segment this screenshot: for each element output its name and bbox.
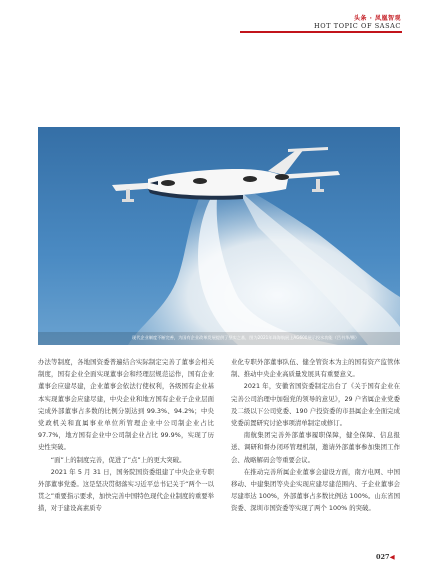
seaplane-illustration	[38, 127, 400, 345]
page-marker-icon: ◀	[389, 553, 395, 561]
section-title-zh: 头条 · 凤凰智观	[354, 15, 401, 22]
paragraph: 办法等制度，各地国资委普遍结合实际制定完善了董事会相关制度，国有企业全面实现董事会和经理层规范运作，国有企业董事会应建尽建，企业董事会依法行使权利，各级国有企业基本实现董事会应建尽建，中央企业和地方国有企业子企业层面完成外部董事占多数的比例分别达到 99.3%、94.2%；中央党政机关和直属事业单位所管理企业中公司制企业占比 97.7%，地方国有企业中公司制企业占比 99.9%，实现了历史性突破。	[38, 358, 214, 452]
section-title-en: HOT TOPIC OF SASAC	[313, 22, 401, 30]
paragraph: 2021 年，安徽省国资委制定出台了《关于国有企业在完善公司治理中加强党的领导的意见》，29 户省属企业党委及二级以下公司党委、190 户投资委的市县属企业全面完成党委前置研究讨论事项清单制定或修订。	[231, 382, 400, 428]
page-number	[376, 553, 395, 561]
page-number-value: 027	[376, 553, 390, 561]
left-column	[38, 356, 214, 515]
paragraph: 业化专职外部董事队伍、健全管资本为主的国有资产监管体制、推动中央企业高质量发展具有重要意义。	[231, 358, 400, 379]
paragraph: 南航集团完善外部董事履职保障，健全保障、信息报送、调研和督办闭环管理机制，邀请外部董事参加集团工作会、战略解码会等重要会议。	[231, 431, 400, 464]
photo-caption: 现代企业制度不断完善，为国有企业改革发展提供了坚实之基，图为2021年珠海航展上AG600展示投水功能（吕书华/摄）	[132, 335, 360, 340]
right-column	[231, 356, 400, 515]
header-rule	[240, 31, 402, 33]
paragraph: 在推动完善所属企业董事会建设方面，南方电网、中国移动、中建集团等央企实现应建尽建范围内、子企业董事会尽建率达 100%，外部董事占多数比例达 100%。山东省国资委、深圳市国资委等实现了两个 100% 的突破。	[231, 467, 400, 513]
paragraph: 2021 年 5 月 31 日，国务院国资委组建了中央企业专职外部董事党委。这是坚决贯彻落实习近平总书记关于“两个一以贯之”重要指示要求，加快完善中国特色现代企业制度的重要举措，对于建设高素质专	[38, 467, 214, 513]
aircraft-photo	[38, 127, 400, 345]
paragraph: “面”上的制度完善，促进了“点”上的更大突破。	[50, 455, 186, 464]
